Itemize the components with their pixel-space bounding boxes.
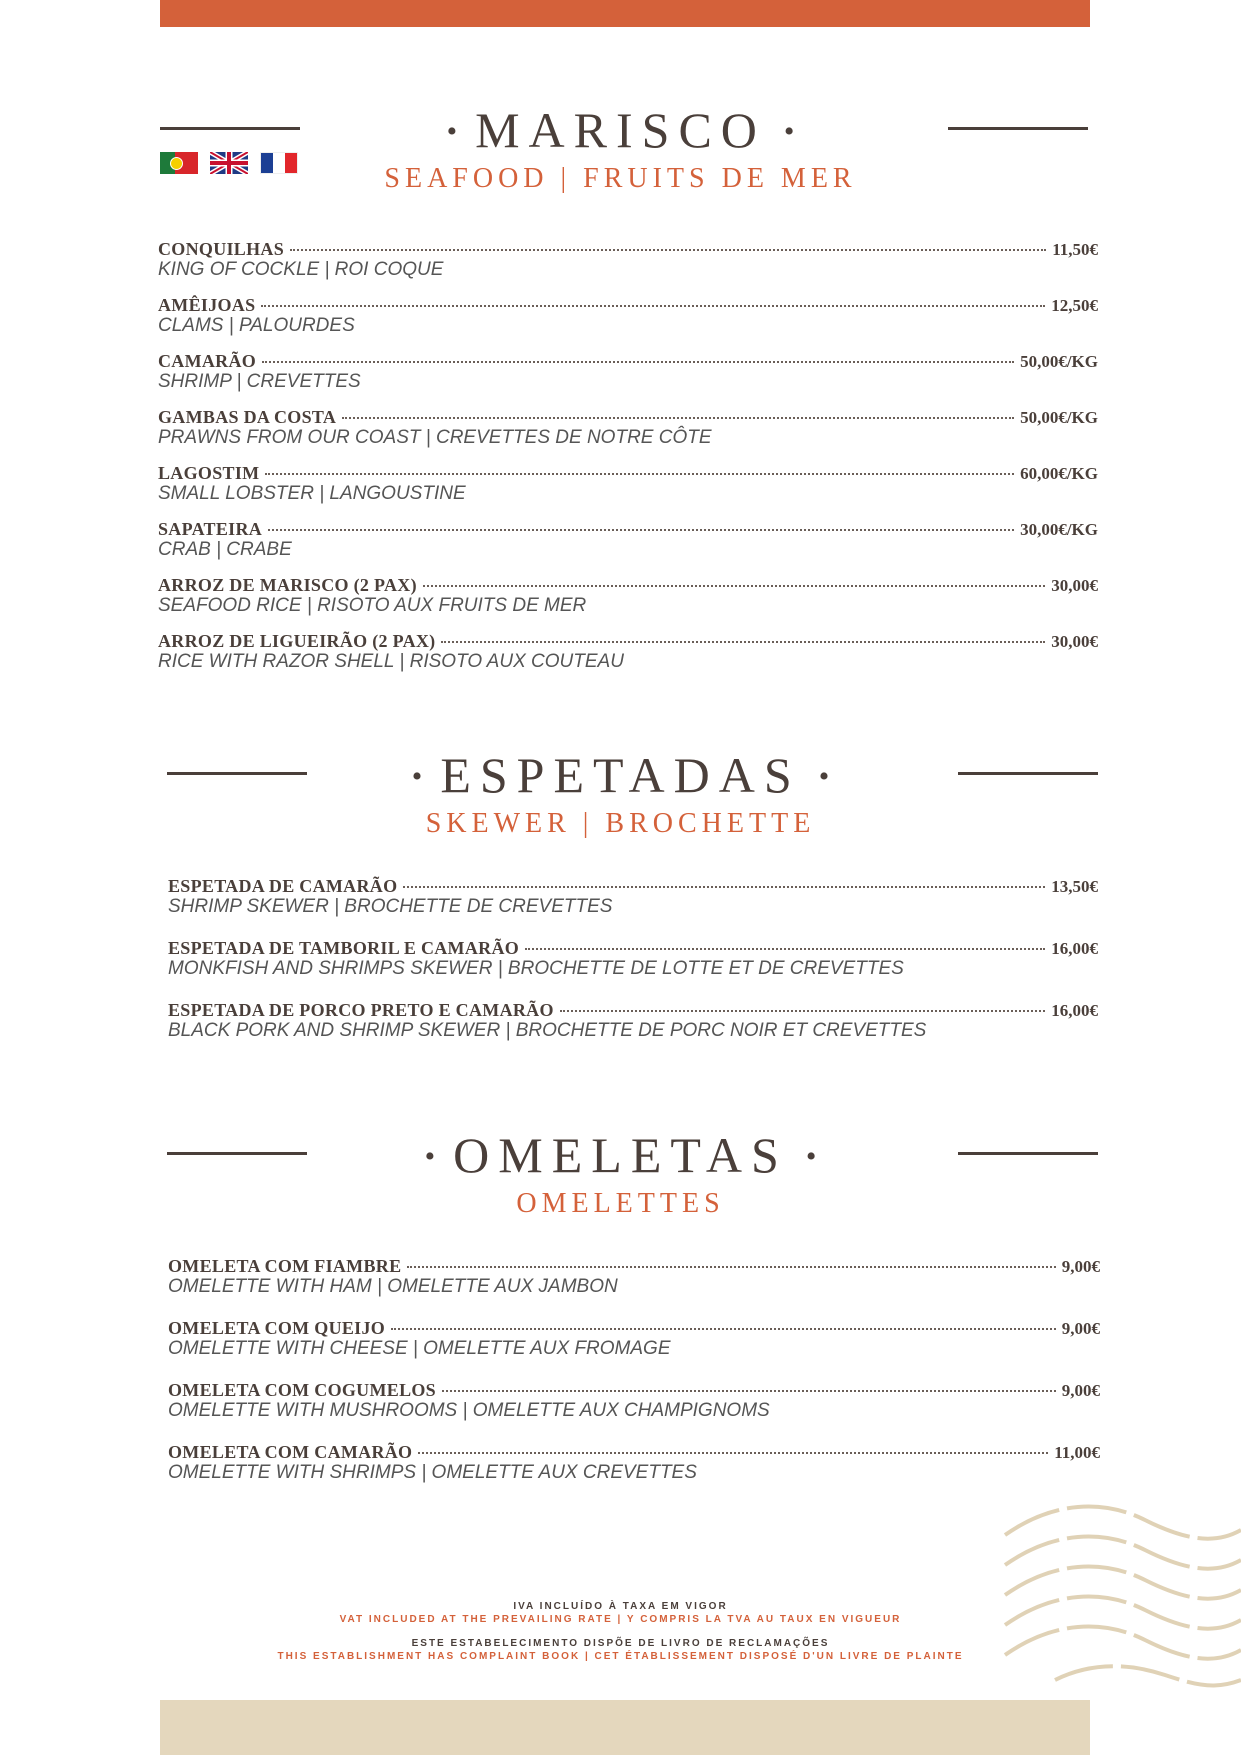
menu-item-price: 9,00€ xyxy=(1061,1257,1100,1276)
menu-item-name: OMELETA COM FIAMBRE xyxy=(168,1256,402,1276)
menu-item-name: OMELETA COM CAMARÃO xyxy=(168,1442,413,1462)
menu-item-price: 50,00€/KG xyxy=(1020,352,1098,371)
france-flag-icon[interactable] xyxy=(260,152,298,174)
menu-item-description: RICE WITH RAZOR SHELL | RISOTO AUX COUTEAU xyxy=(158,651,624,672)
menu-item-name: ESPETADA DE PORCO PRETO E CAMARÃO xyxy=(168,1000,554,1020)
menu-item-description: KING OF COCKLE | ROI COQUE xyxy=(158,259,444,280)
menu-item-price: 9,00€ xyxy=(1061,1319,1100,1338)
top-accent-bar xyxy=(160,0,1090,27)
menu-item-description: SHRIMP SKEWER | BROCHETTE DE CREVETTES xyxy=(168,896,613,917)
menu-item xyxy=(168,1000,1098,1062)
menu-list-omeletas xyxy=(168,1256,1100,1504)
menu-item xyxy=(168,1442,1100,1504)
section-subtitle: OMELETTES xyxy=(516,1187,725,1219)
menu-item-name: LAGOSTIM xyxy=(158,463,260,483)
section-title: • OMELETAS • xyxy=(424,1127,817,1183)
dot-leader xyxy=(261,305,1045,307)
menu-item-row xyxy=(158,239,1098,260)
menu-item-price: 11,50€ xyxy=(1052,240,1098,259)
bottom-accent-bar xyxy=(160,1700,1090,1755)
dot-leader xyxy=(407,1266,1055,1268)
menu-item-name: AMÊIJOAS xyxy=(158,295,256,315)
menu-item-row xyxy=(158,351,1098,372)
footer-notes xyxy=(0,1600,1241,1663)
dot-leader xyxy=(525,948,1045,950)
dot-leader xyxy=(290,249,1046,251)
menu-item-description: OMELETTE WITH MUSHROOMS | OMELETTE AUX CHAMPIGNOMS xyxy=(168,1400,770,1421)
dot-leader xyxy=(403,886,1045,888)
menu-item-name: ESPETADA DE TAMBORIL E CAMARÃO xyxy=(168,938,520,958)
menu-item-name: ARROZ DE MARISCO (2 PAX) xyxy=(158,575,417,595)
section-header-marisco xyxy=(0,102,1241,194)
menu-item-row xyxy=(168,938,1098,959)
dot-leader xyxy=(391,1328,1056,1330)
menu-item-name: SAPATEIRA xyxy=(158,519,263,539)
menu-item-row xyxy=(168,1380,1100,1401)
menu-item xyxy=(158,463,1098,519)
dot-leader xyxy=(265,473,1014,475)
dot-leader xyxy=(262,361,1014,363)
menu-item xyxy=(158,519,1098,575)
menu-item-name: CONQUILHAS xyxy=(158,239,285,259)
menu-item xyxy=(158,575,1098,631)
menu-item-price: 12,50€ xyxy=(1051,296,1098,315)
menu-item-name: CAMARÃO xyxy=(158,351,257,371)
dot-leader xyxy=(442,1390,1056,1392)
menu-item-row xyxy=(168,1000,1098,1021)
section-title: • ESPETADAS • xyxy=(411,747,830,803)
menu-item-row xyxy=(158,463,1098,484)
menu-item-name: ESPETADA DE CAMARÃO xyxy=(168,876,398,896)
menu-item xyxy=(168,1380,1100,1442)
menu-item xyxy=(158,239,1098,295)
menu-item-name: ARROZ DE LIGUEIRÃO (2 PAX) xyxy=(158,631,436,651)
menu-item-price: 9,00€ xyxy=(1061,1381,1100,1400)
menu-item-description: SEAFOOD RICE | RISOTO AUX FRUITS DE MER xyxy=(158,595,587,616)
dot-leader xyxy=(342,417,1014,419)
menu-item xyxy=(168,1256,1100,1318)
menu-item-row xyxy=(168,1256,1100,1277)
menu-item-row xyxy=(158,631,1098,652)
menu-item-description: PRAWNS FROM OUR COAST | CREVETTES DE NOTRE CÔTE xyxy=(158,427,712,448)
vat-note-en-fr: VAT INCLUDED AT THE PREVAILING RATE | Y COMPRIS LA TVA AU TAUX EN VIGUEUR xyxy=(339,1614,902,1625)
menu-item-name: OMELETA COM QUEIJO xyxy=(168,1318,386,1338)
menu-item xyxy=(168,1318,1100,1380)
menu-item xyxy=(168,938,1098,1000)
dot-leader xyxy=(418,1452,1048,1454)
menu-item-name: GAMBAS DA COSTA xyxy=(158,407,337,427)
menu-item-price: 30,00€ xyxy=(1051,576,1098,595)
menu-item-description: BLACK PORK AND SHRIMP SKEWER | BROCHETTE DE PORC NOIR ET CREVETTES xyxy=(168,1020,927,1041)
menu-item-row xyxy=(158,519,1098,540)
menu-item-price: 30,00€ xyxy=(1051,632,1098,651)
menu-list-espetadas xyxy=(168,876,1098,1062)
menu-item-description: OMELETTE WITH HAM | OMELETTE AUX JAMBON xyxy=(168,1276,618,1297)
menu-item xyxy=(158,631,1098,687)
menu-item-price: 16,00€ xyxy=(1051,939,1098,958)
menu-item-description: OMELETTE WITH CHEESE | OMELETTE AUX FROMAGE xyxy=(168,1338,671,1359)
menu-item-description: OMELETTE WITH SHRIMPS | OMELETTE AUX CREVETTES xyxy=(168,1462,697,1483)
language-flags xyxy=(160,152,298,174)
menu-item-price: 60,00€/KG xyxy=(1020,464,1098,483)
menu-item-price: 11,00€ xyxy=(1054,1443,1100,1462)
complaint-note-en-fr: THIS ESTABLISHMENT HAS COMPLAINT BOOK | CET ÉTABLISSEMENT DISPOSÉ D'UN LIVRE DE PLAINTE xyxy=(277,1651,964,1662)
section-header-omeletas xyxy=(0,1127,1241,1219)
menu-item-price: 16,00€ xyxy=(1051,1001,1098,1020)
menu-item-description: MONKFISH AND SHRIMPS SKEWER | BROCHETTE DE LOTTE ET DE CREVETTES xyxy=(168,958,904,979)
section-title: • MARISCO • xyxy=(446,102,795,158)
menu-list-marisco xyxy=(158,239,1098,687)
menu-item-description: CLAMS | PALOURDES xyxy=(158,315,355,336)
menu-item-price: 30,00€/KG xyxy=(1020,520,1098,539)
menu-item-description: SHRIMP | CREVETTES xyxy=(158,371,361,392)
menu-item xyxy=(158,351,1098,407)
menu-item-price: 50,00€/KG xyxy=(1020,408,1098,427)
portugal-flag-icon[interactable] xyxy=(160,152,198,174)
menu-item-description: SMALL LOBSTER | LANGOUSTINE xyxy=(158,483,466,504)
dot-leader xyxy=(560,1010,1045,1012)
complaint-note-pt: ESTE ESTABELECIMENTO DISPÕE DE LIVRO DE RECLAMAÇÕES xyxy=(411,1638,830,1649)
menu-item xyxy=(158,407,1098,463)
menu-item-description: CRAB | CRABE xyxy=(158,539,292,560)
menu-item-row xyxy=(168,1318,1100,1339)
uk-flag-icon[interactable] xyxy=(210,152,248,174)
section-subtitle: SKEWER | BROCHETTE xyxy=(425,807,816,839)
menu-item xyxy=(158,295,1098,351)
dot-leader xyxy=(441,641,1045,643)
section-header-espetadas xyxy=(0,747,1241,839)
menu-item-row xyxy=(158,575,1098,596)
menu-item-row xyxy=(158,407,1098,428)
menu-item-row xyxy=(158,295,1098,316)
menu-item-name: OMELETA COM COGUMELOS xyxy=(168,1380,436,1400)
menu-item-row xyxy=(168,1442,1100,1463)
dot-leader xyxy=(268,529,1014,531)
menu-item xyxy=(168,876,1098,938)
section-subtitle: SEAFOOD | FRUITS DE MER xyxy=(384,162,857,194)
menu-item-row xyxy=(168,876,1098,897)
dot-leader xyxy=(423,585,1045,587)
menu-item-price: 13,50€ xyxy=(1051,877,1098,896)
vat-note-pt: IVA INCLUÍDO À TAXA EM VIGOR xyxy=(513,1601,728,1612)
